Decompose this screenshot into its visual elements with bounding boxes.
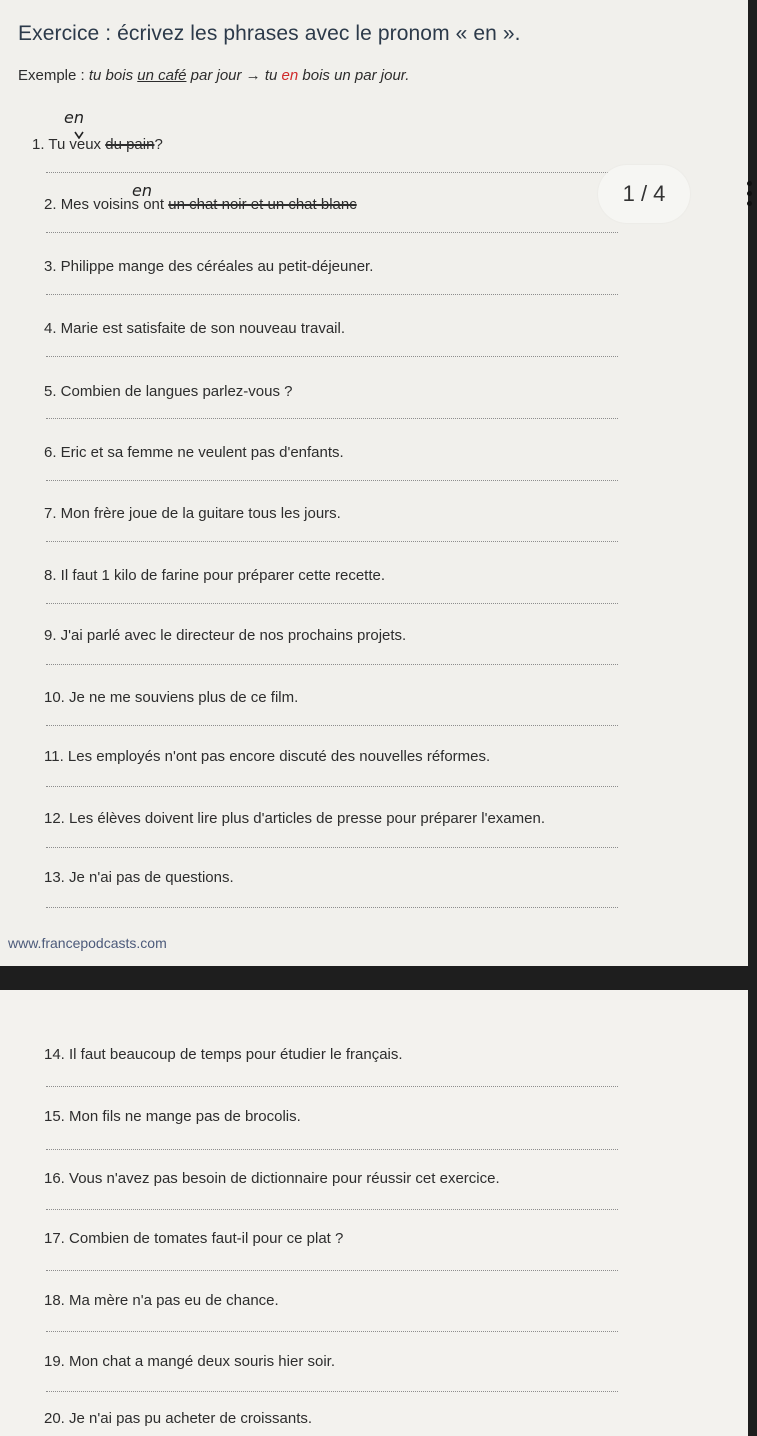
question-1-part-b: veux (69, 136, 102, 153)
question-11: 11. Les employés n'ont pas encore discuté des nouvelles réformes. (44, 748, 491, 765)
answer-line-5[interactable] (46, 418, 618, 419)
example-sentence (18, 67, 409, 84)
handwritten-en-q1: en (64, 108, 84, 127)
worksheet-page-2 (0, 990, 748, 1436)
example-underlined: un café (137, 67, 187, 84)
question-19: 19. Mon chat a mangé deux souris hier soir. (44, 1353, 335, 1370)
example-label: Exemple : (18, 67, 85, 84)
question-2-struck: un chat noir et un chat blanc (168, 196, 357, 213)
question-16: 16. Vous n'avez pas besoin de dictionnaire pour réussir cet exercice. (44, 1170, 500, 1187)
question-18: 18. Ma mère n'a pas eu de chance. (44, 1292, 279, 1309)
answer-line-1[interactable] (46, 172, 618, 173)
example-answer-pronoun: en (281, 67, 299, 84)
question-2-part-a: Mes voisins (60, 196, 140, 213)
exercise-title: Exercice : écrivez les phrases avec le pronom « en ». (18, 22, 521, 45)
question-17: 17. Combien de tomates faut-il pour ce plat ? (44, 1230, 344, 1247)
question-5: 5. Combien de langues parlez-vous ? (44, 383, 293, 400)
question-12: 12. Les élèves doivent lire plus d'articles de presse pour préparer l'examen. (44, 810, 545, 827)
answer-line-7[interactable] (46, 541, 618, 542)
answer-line-16[interactable] (46, 1209, 618, 1210)
answer-line-4[interactable] (46, 356, 618, 357)
answer-line-19[interactable] (46, 1391, 618, 1392)
question-13: 13. Je n'ai pas de questions. (44, 869, 234, 886)
question-2-number: 2. (44, 196, 57, 213)
question-10: 10. Je ne me souviens plus de ce film. (44, 689, 299, 706)
question-8: 8. Il faut 1 kilo de farine pour préparer cette recette. (44, 567, 386, 584)
question-1-part-a: Tu (48, 136, 66, 153)
answer-line-6[interactable] (46, 480, 618, 481)
answer-line-3[interactable] (46, 294, 618, 295)
question-4: 4. Marie est satisfaite de son nouveau travail. (44, 320, 345, 337)
answer-line-14[interactable] (46, 1086, 618, 1087)
question-9: 9. J'ai parlé avec le directeur de nos prochains projets. (44, 627, 407, 644)
question-1 (32, 136, 163, 153)
question-3: 3. Philippe mange des céréales au petit-déjeuner. (44, 258, 374, 275)
example-after: par jour → (190, 67, 261, 84)
example-before: tu bois (88, 67, 134, 84)
vertical-dots-icon[interactable] (745, 178, 757, 214)
footer-website: www.francepodcasts.com (8, 935, 167, 951)
question-1-part-c: ? (154, 136, 163, 153)
question-1-number: 1. (32, 136, 45, 153)
question-6: 6. Eric et sa femme ne veulent pas d'enfants. (44, 444, 344, 461)
question-1-struck: du pain (105, 136, 155, 153)
question-15: 15. Mon fils ne mange pas de brocolis. (44, 1108, 301, 1125)
answer-line-2[interactable] (46, 232, 618, 233)
answer-line-15[interactable] (46, 1149, 618, 1150)
answer-line-12[interactable] (46, 847, 618, 848)
question-2-part-b: ont (143, 196, 165, 213)
answer-line-17[interactable] (46, 1270, 618, 1271)
answer-line-18[interactable] (46, 1331, 618, 1332)
example-answer-start: tu (264, 67, 278, 84)
answer-line-10[interactable] (46, 725, 618, 726)
answer-line-9[interactable] (46, 664, 618, 665)
question-14: 14. Il faut beaucoup de temps pour étudier le français. (44, 1046, 403, 1063)
question-20: 20. Je n'ai pas pu acheter de croissants. (44, 1410, 313, 1427)
answer-line-8[interactable] (46, 603, 618, 604)
handwritten-en-q2: en (132, 181, 152, 200)
question-7: 7. Mon frère joue de la guitare tous les jours. (44, 505, 341, 522)
answer-line-11[interactable] (46, 786, 618, 787)
answer-line-13[interactable] (46, 907, 618, 908)
example-answer-end: bois un par jour. (302, 67, 410, 84)
page-counter: 1 / 4 (598, 165, 690, 223)
question-2 (44, 196, 357, 213)
